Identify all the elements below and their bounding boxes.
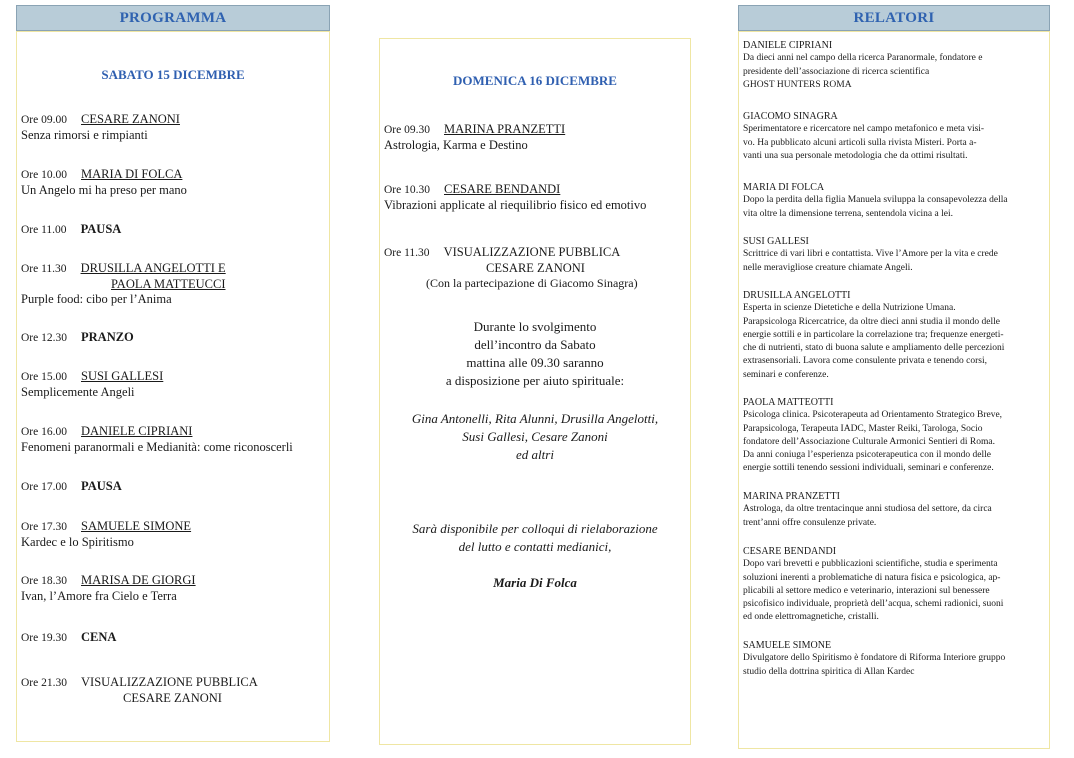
bio-line: seminari e conferenze. [743, 369, 829, 380]
schedule-item [21, 573, 196, 604]
item-speaker: MARISA DE GIORGI [81, 573, 196, 587]
schedule-item [384, 182, 646, 213]
bio-line: fondatore dell’Associazione Culturale Armonici Sentieri di Roma. [743, 436, 995, 447]
schedule-item [21, 675, 258, 706]
item-speaker: DANIELE CIPRIANI [81, 424, 193, 438]
helpers-names [379, 410, 691, 464]
bio-line: vo. Ha pubblicato alcuni articoli sulla rivista Misteri. Porta a- [743, 137, 977, 148]
item-speaker: CESARE ZANONI [123, 691, 222, 705]
notice-line: a disposizione per aiuto spirituale: [445, 373, 625, 388]
bio-line: ed onde elettromagnetiche, cristalli. [743, 612, 879, 623]
bio-line: energie sottili e in particolare la correlazione tra; frequenze energeti- [743, 329, 1004, 340]
item-time: Ore 09.30 [384, 124, 430, 136]
item-time: Ore 21.30 [21, 677, 67, 689]
speaker-name: PAOLA MATTEOTTI [743, 397, 834, 408]
bio-line: psicofisico individuale, proprietà dell’acqua, schemi radionici, suoni [743, 599, 1004, 610]
schedule-item [384, 245, 638, 291]
relatori-header [738, 5, 1050, 31]
schedule-item [21, 330, 134, 346]
bio-line: Parapsicologa, Terapeuta IADC, Master Reiki, Tarologa, Socio [743, 423, 983, 434]
item-desc: Purple food: cibo per l’Anima [21, 292, 172, 306]
item-speaker: CESARE ZANONI [81, 112, 180, 126]
item-time: Ore 09.00 [21, 114, 67, 126]
bio-line: trent’anni offre consulenze private. [743, 517, 877, 528]
item-time: Ore 10.00 [21, 169, 67, 181]
speaker-bio [743, 110, 1048, 163]
item-break: PRANZO [81, 330, 134, 344]
speaker-bio [743, 235, 1048, 275]
item-break: PAUSA [80, 222, 122, 236]
schedule-item [21, 479, 122, 495]
speaker-name: CESARE BENDANDI [743, 546, 837, 557]
speaker-bio [743, 181, 1048, 221]
colloqui-notice [379, 520, 691, 556]
speaker-name: MARIA DI FOLCA [743, 182, 825, 193]
item-time: Ore 11.30 [21, 263, 67, 275]
bio-line: nelle meravigliose creature chiamate Angeli. [743, 262, 913, 273]
speaker-name: MARINA PRANZETTI [743, 491, 840, 502]
programma-header-label: PROGRAMMA [119, 9, 227, 26]
bio-line: presidente dell’associazione di ricerca scientifica [743, 66, 930, 77]
bio-line: Esperta in scienze Dietetiche e della Nutrizione Umana. [743, 303, 956, 314]
item-event: VISUALIZZAZIONE PUBBLICA [81, 675, 258, 689]
item-desc: Fenomeni paranormali e Medianità: come riconoscerli [21, 440, 293, 454]
bio-line: Scrittrice di vari libri e contattista. Vive l’Amore per la vita e crede [743, 249, 998, 260]
item-speaker: CESARE BENDANDI [444, 182, 561, 196]
names-line: Susi Gallesi, Cesare Zanoni [462, 429, 608, 444]
item-time: Ore 15.00 [21, 371, 67, 383]
schedule-item [21, 519, 191, 550]
schedule-item [21, 261, 226, 307]
item-desc: Senza rimorsi e rimpianti [21, 128, 148, 142]
item-desc: Ivan, l’Amore fra Cielo e Terra [21, 589, 177, 603]
bio-line: Dopo vari brevetti e pubblicazioni scientifiche, studia e sperimenta [743, 559, 998, 570]
sunday-title: DOMENICA 16 DICEMBRE [453, 73, 617, 88]
speaker-bio [743, 490, 1048, 530]
bio-line: Da dieci anni nel campo della ricerca Paranormale, fondatore e [743, 53, 983, 64]
item-desc: Vibrazioni applicate al riequilibrio fisico ed emotivo [384, 198, 647, 212]
schedule-item [21, 222, 121, 238]
bio-line: che di nutrienti, stato di buona salute e ampliamento delle percezioni [743, 343, 1005, 354]
item-time: Ore 11.30 [384, 247, 430, 259]
schedule-item [21, 167, 187, 198]
item-speaker: DRUSILLA ANGELOTTI E [80, 261, 226, 275]
bio-line: Psicologa clinica. Psicoterapeuta ad Orientamento Strategico Breve, [743, 410, 1003, 421]
item-time: Ore 16.00 [21, 426, 67, 438]
item-event: VISUALIZZAZIONE PUBBLICA [443, 245, 621, 259]
item-time: Ore 18.30 [21, 575, 67, 587]
speaker-bio [743, 289, 1048, 382]
names-line: Gina Antonelli, Rita Alunni, Drusilla Angelotti, [411, 411, 659, 426]
item-break: PAUSA [81, 479, 122, 493]
item-time: Ore 12.30 [21, 332, 67, 344]
bio-line: GHOST HUNTERS ROMA [743, 79, 852, 90]
item-speaker: PAOLA MATTEUCCI [111, 277, 226, 291]
item-time: Ore 10.30 [384, 184, 430, 196]
item-desc: Un Angelo mi ha preso per mano [21, 183, 187, 197]
speaker-name: DANIELE CIPRIANI [743, 40, 833, 51]
item-speaker: MARINA PRANZETTI [444, 122, 566, 136]
bio-line: vanti una sua personale metodologia che da ottimi risultati. [743, 150, 968, 161]
speaker-name: DRUSILLA ANGELOTTI [743, 290, 851, 301]
notice-line: mattina alle 09.30 saranno [466, 355, 604, 370]
item-speaker: SUSI GALLESI [81, 369, 164, 383]
notice-line: Durante lo svolgimento [473, 319, 597, 334]
item-speaker: SAMUELE SIMONE [81, 519, 192, 533]
speaker-name: GIACOMO SINAGRA [743, 111, 838, 122]
item-speaker: MARIA DI FOLCA [81, 167, 183, 181]
programma-header [16, 5, 330, 31]
speaker-bio [743, 396, 1048, 476]
speaker-bio [743, 545, 1048, 625]
schedule-item [21, 424, 293, 455]
item-note: (Con la partecipazione di Giacomo Sinagra) [426, 276, 638, 290]
spiritual-help-notice [379, 318, 691, 390]
item-time: Ore 17.30 [21, 521, 67, 533]
item-time: Ore 17.00 [21, 481, 67, 493]
bio-line: plicabili al settore medico e veterinario, interazioni sul benessere [743, 585, 990, 596]
bio-line: Divulgatore dello Spiritismo è fondatore di Riforma Interiore gruppo [743, 653, 1006, 664]
schedule-item [21, 369, 163, 400]
item-time: Ore 19.30 [21, 632, 67, 644]
bio-line: extrasensoriali. Lavora come consulente privata e tenendo corsi, [743, 356, 987, 367]
bio-line: energie sottili tenendo sessioni individuali, seminari e conferenze. [743, 463, 994, 474]
item-time: Ore 11.00 [21, 224, 67, 236]
schedule-item [384, 122, 565, 153]
speaker-bio [743, 39, 1048, 92]
speaker-bio [743, 639, 1048, 679]
colloqui-line: Sarà disponibile per colloqui di rielaborazione [412, 521, 658, 536]
item-desc: Kardec e lo Spiritismo [21, 535, 134, 549]
signature: Maria Di Folca [493, 575, 577, 590]
bio-line: Da anni coniuga l’esperienza psicoterapeutica con il mondo delle [743, 450, 991, 461]
item-speaker: CESARE ZANONI [486, 261, 585, 275]
schedule-item [21, 112, 180, 143]
bio-line: Dopo la perdita della figlia Manuela sviluppa la consapevolezza della [743, 195, 1008, 206]
item-break: CENA [81, 630, 117, 644]
item-desc: Astrologia, Karma e Destino [384, 138, 528, 152]
speaker-name: SAMUELE SIMONE [743, 640, 832, 651]
bio-line: Parapsicologa Ricercatrice, da oltre dieci anni studia il mondo delle [743, 316, 1000, 327]
relatori-header-label: RELATORI [853, 9, 935, 26]
bio-line: studio della dottrina spiritica di Allan Kardec [743, 666, 915, 677]
schedule-item [21, 630, 116, 646]
notice-line: dell’incontro da Sabato [474, 337, 596, 352]
bio-line: Astrologa, da oltre trentacinque anni studiosa del settore, da circa [743, 504, 992, 515]
saturday-title: SABATO 15 DICEMBRE [101, 67, 245, 82]
names-line: ed altri [516, 447, 554, 462]
bio-line: soluzioni inerenti a problematiche di natura fisica e psicologica, ap- [743, 572, 1001, 583]
item-desc: Semplicemente Angeli [21, 385, 135, 399]
bio-line: vita oltre la dimensione terrena, sentendola vicina a lei. [743, 208, 953, 219]
bio-line: Sperimentatore e ricercatore nel campo metafonico e meta visi- [743, 124, 985, 135]
speaker-name: SUSI GALLESI [743, 236, 809, 247]
colloqui-line: del lutto e contatti medianici, [458, 539, 612, 554]
